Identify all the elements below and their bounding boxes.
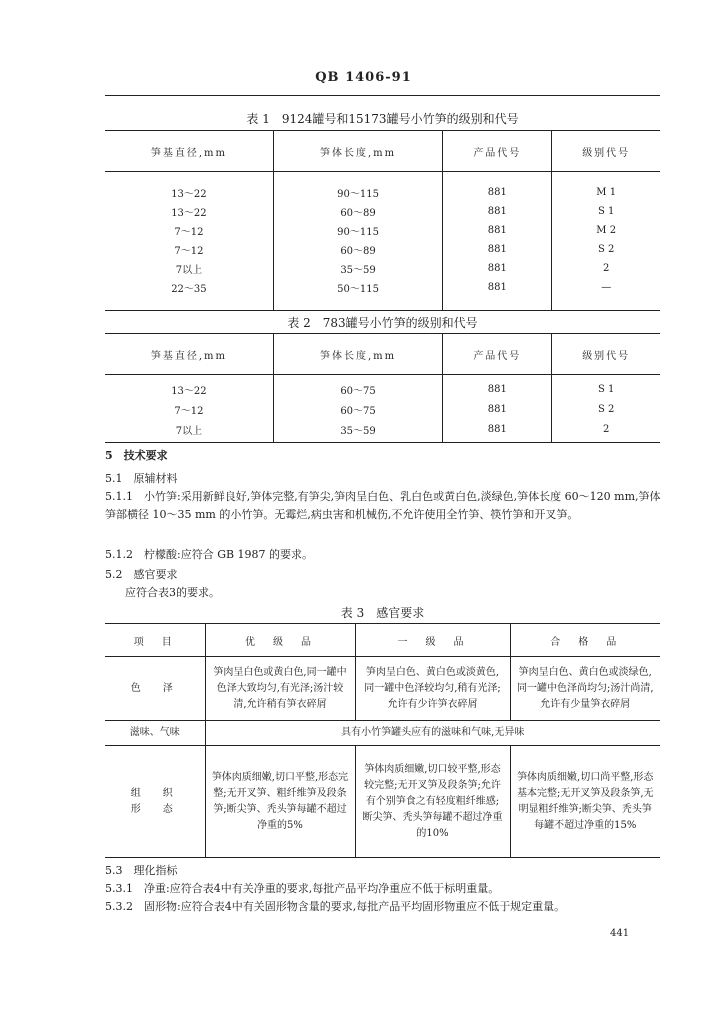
table-cell: M 1 (552, 172, 660, 203)
table3 (105, 623, 660, 858)
table1-header: 级别代号 (552, 131, 660, 172)
table-cell: 具有小竹笋罐头应有的滋味和气味,无异味 (205, 721, 660, 746)
table-row (105, 202, 660, 221)
table-cell: 881 (443, 419, 552, 443)
table-row (105, 240, 660, 259)
table-cell: 50～115 (273, 278, 442, 311)
table-cell: 90～115 (273, 221, 442, 240)
table-cell: 881 (443, 172, 552, 203)
table-cell: 90～115 (273, 172, 442, 203)
table2-header: 笋体长度,mm (273, 334, 442, 375)
header-rule (105, 95, 660, 96)
table-cell: 881 (443, 399, 552, 419)
table-cell: — (552, 278, 660, 311)
table-row (105, 419, 660, 443)
table-cell: 2 (552, 259, 660, 278)
table-row (105, 259, 660, 278)
table-cell: 笋体肉质细嫩,切口较平整,形态较完整;无开叉笋及段条笋;允许有个别笋食之有轻度粗纤维感;断尖笋、秃头笋每罐不超过净重的10% (355, 746, 510, 858)
section-5-1-2-text: 5.1.2 柠檬酸:应符合 GB 1987 的要求。 (105, 548, 314, 561)
section-5-2-text: 应符合表3的要求。 (125, 586, 220, 599)
table2-caption: 表 2 783罐号小竹笋的级别和代号 (287, 316, 478, 330)
table-row (105, 657, 660, 721)
table2 (105, 333, 660, 443)
section-5-3-1-text: 5.3.1 净重:应符合表4中有关净重的要求,每批产品平均净重应不低于标明重量。 (105, 882, 500, 895)
table-cell: S 1 (552, 375, 660, 400)
table-cell: 35～59 (273, 259, 442, 278)
table-cell: S 2 (552, 240, 660, 259)
table-row (105, 721, 660, 746)
table1-header: 笋基直径,mm (105, 131, 273, 172)
table2-header: 级别代号 (552, 334, 660, 375)
table-row (105, 399, 660, 419)
table-cell: M 2 (552, 221, 660, 240)
table-cell: 60～75 (273, 375, 442, 400)
table1-header: 产品代号 (443, 131, 552, 172)
table1-header: 笋体长度,mm (273, 131, 442, 172)
table-cell: 881 (443, 221, 552, 240)
table1 (105, 130, 660, 311)
table-cell: 881 (443, 202, 552, 221)
table-cell: 35～59 (273, 419, 442, 443)
standard-code-header: QB 1406-91 (315, 70, 412, 85)
table-cell: S 2 (552, 399, 660, 419)
table-cell: 881 (443, 259, 552, 278)
table-cell: 色 泽 (105, 657, 205, 721)
table2-header: 产品代号 (443, 334, 552, 375)
section-5-1-1-text: 5.1.1 小竹笋:采用新鲜良好,笋体完整,有笋尖,笋肉呈白色、乳白色或黄白色,淡绿色,笋体长度 60～120 mm,笋体笋部横径 10～35 mm 的小竹笋。无霉烂,病虫害和机械伤,不允许使用全竹笋、筷竹笋和开叉笋。 (105, 490, 661, 521)
table-cell: 笋体肉质细嫩,切口平整,形态完整;无开叉笋、粗纤维笋及段条笋;断尖笋、秃头笋每罐不超过净重的5% (205, 746, 355, 858)
table-cell: 笋肉呈白色、黄白色或淡黄色,同一罐中色泽较均匀,稍有光泽;允许有少许笋衣碎屑 (355, 657, 510, 721)
table3-header: 一 级 品 (355, 624, 510, 657)
section-5-3-title: 5.3 理化指标 (105, 864, 178, 877)
table-cell: 7～12 (174, 405, 204, 417)
table-cell: 13～22 (171, 189, 207, 200)
table-cell: 笋体肉质细嫩,切口尚平整,形态基本完整;无开叉笋及段条笋,无明显粗纤维笋;断尖笋、秃头笋每罐不超过净重的15% (510, 746, 660, 858)
section-5-1-title: 5.1 原辅材料 (105, 472, 178, 485)
table-cell: 60～89 (273, 202, 442, 221)
table-cell: 7以上 (175, 265, 203, 276)
table-cell: 滋味、气味 (105, 721, 205, 746)
section-5-title: 5 技术要求 (105, 449, 168, 462)
table-cell: 881 (443, 240, 552, 259)
table-cell: 7～12 (174, 227, 204, 238)
table-cell: 7～12 (174, 246, 204, 257)
table-cell: 组 织 形 态 (105, 746, 205, 858)
table-cell: S 1 (552, 202, 660, 221)
table-row (105, 221, 660, 240)
table-cell: 笋肉呈白色或黄白色,同一罐中色泽大致均匀,有光泽;汤汁较清,允许稍有笋衣碎屑 (205, 657, 355, 721)
table-cell: 60～75 (273, 399, 442, 419)
table3-header: 项 目 (105, 624, 205, 657)
table3-caption: 表 3 感官要求 (340, 606, 425, 620)
table-cell: 881 (443, 278, 552, 311)
table-row (105, 172, 660, 203)
table2-header: 笋基直径,mm (105, 334, 273, 375)
table-cell: 13～22 (171, 208, 207, 219)
table-cell: 60～89 (273, 240, 442, 259)
table-cell: 881 (443, 375, 552, 400)
table3-header: 合 格 品 (510, 624, 660, 657)
table-row (105, 278, 660, 311)
table3-header: 优 级 品 (205, 624, 355, 657)
table-cell: 22～35 (105, 278, 273, 311)
page-number: 441 (610, 928, 630, 939)
table-cell: 2 (552, 419, 660, 443)
table-cell: 13～22 (171, 385, 207, 397)
table-row (105, 746, 660, 858)
section-5-2-title: 5.2 感官要求 (105, 568, 178, 581)
table-cell: 7以上 (105, 419, 273, 443)
table-cell: 笋肉呈白色、黄白色或淡绿色,同一罐中色泽尚均匀;汤汁尚清,允许有少量笋衣碎屑 (510, 657, 660, 721)
section-5-3-2-text: 5.3.2 固形物:应符合表4中有关固形物含量的要求,每批产品平均固形物重应不低于规定重量。 (105, 900, 566, 913)
table-row (105, 375, 660, 400)
table1-caption: 表 1 9124罐号和15173罐号小竹笋的级别和代号 (246, 112, 519, 126)
